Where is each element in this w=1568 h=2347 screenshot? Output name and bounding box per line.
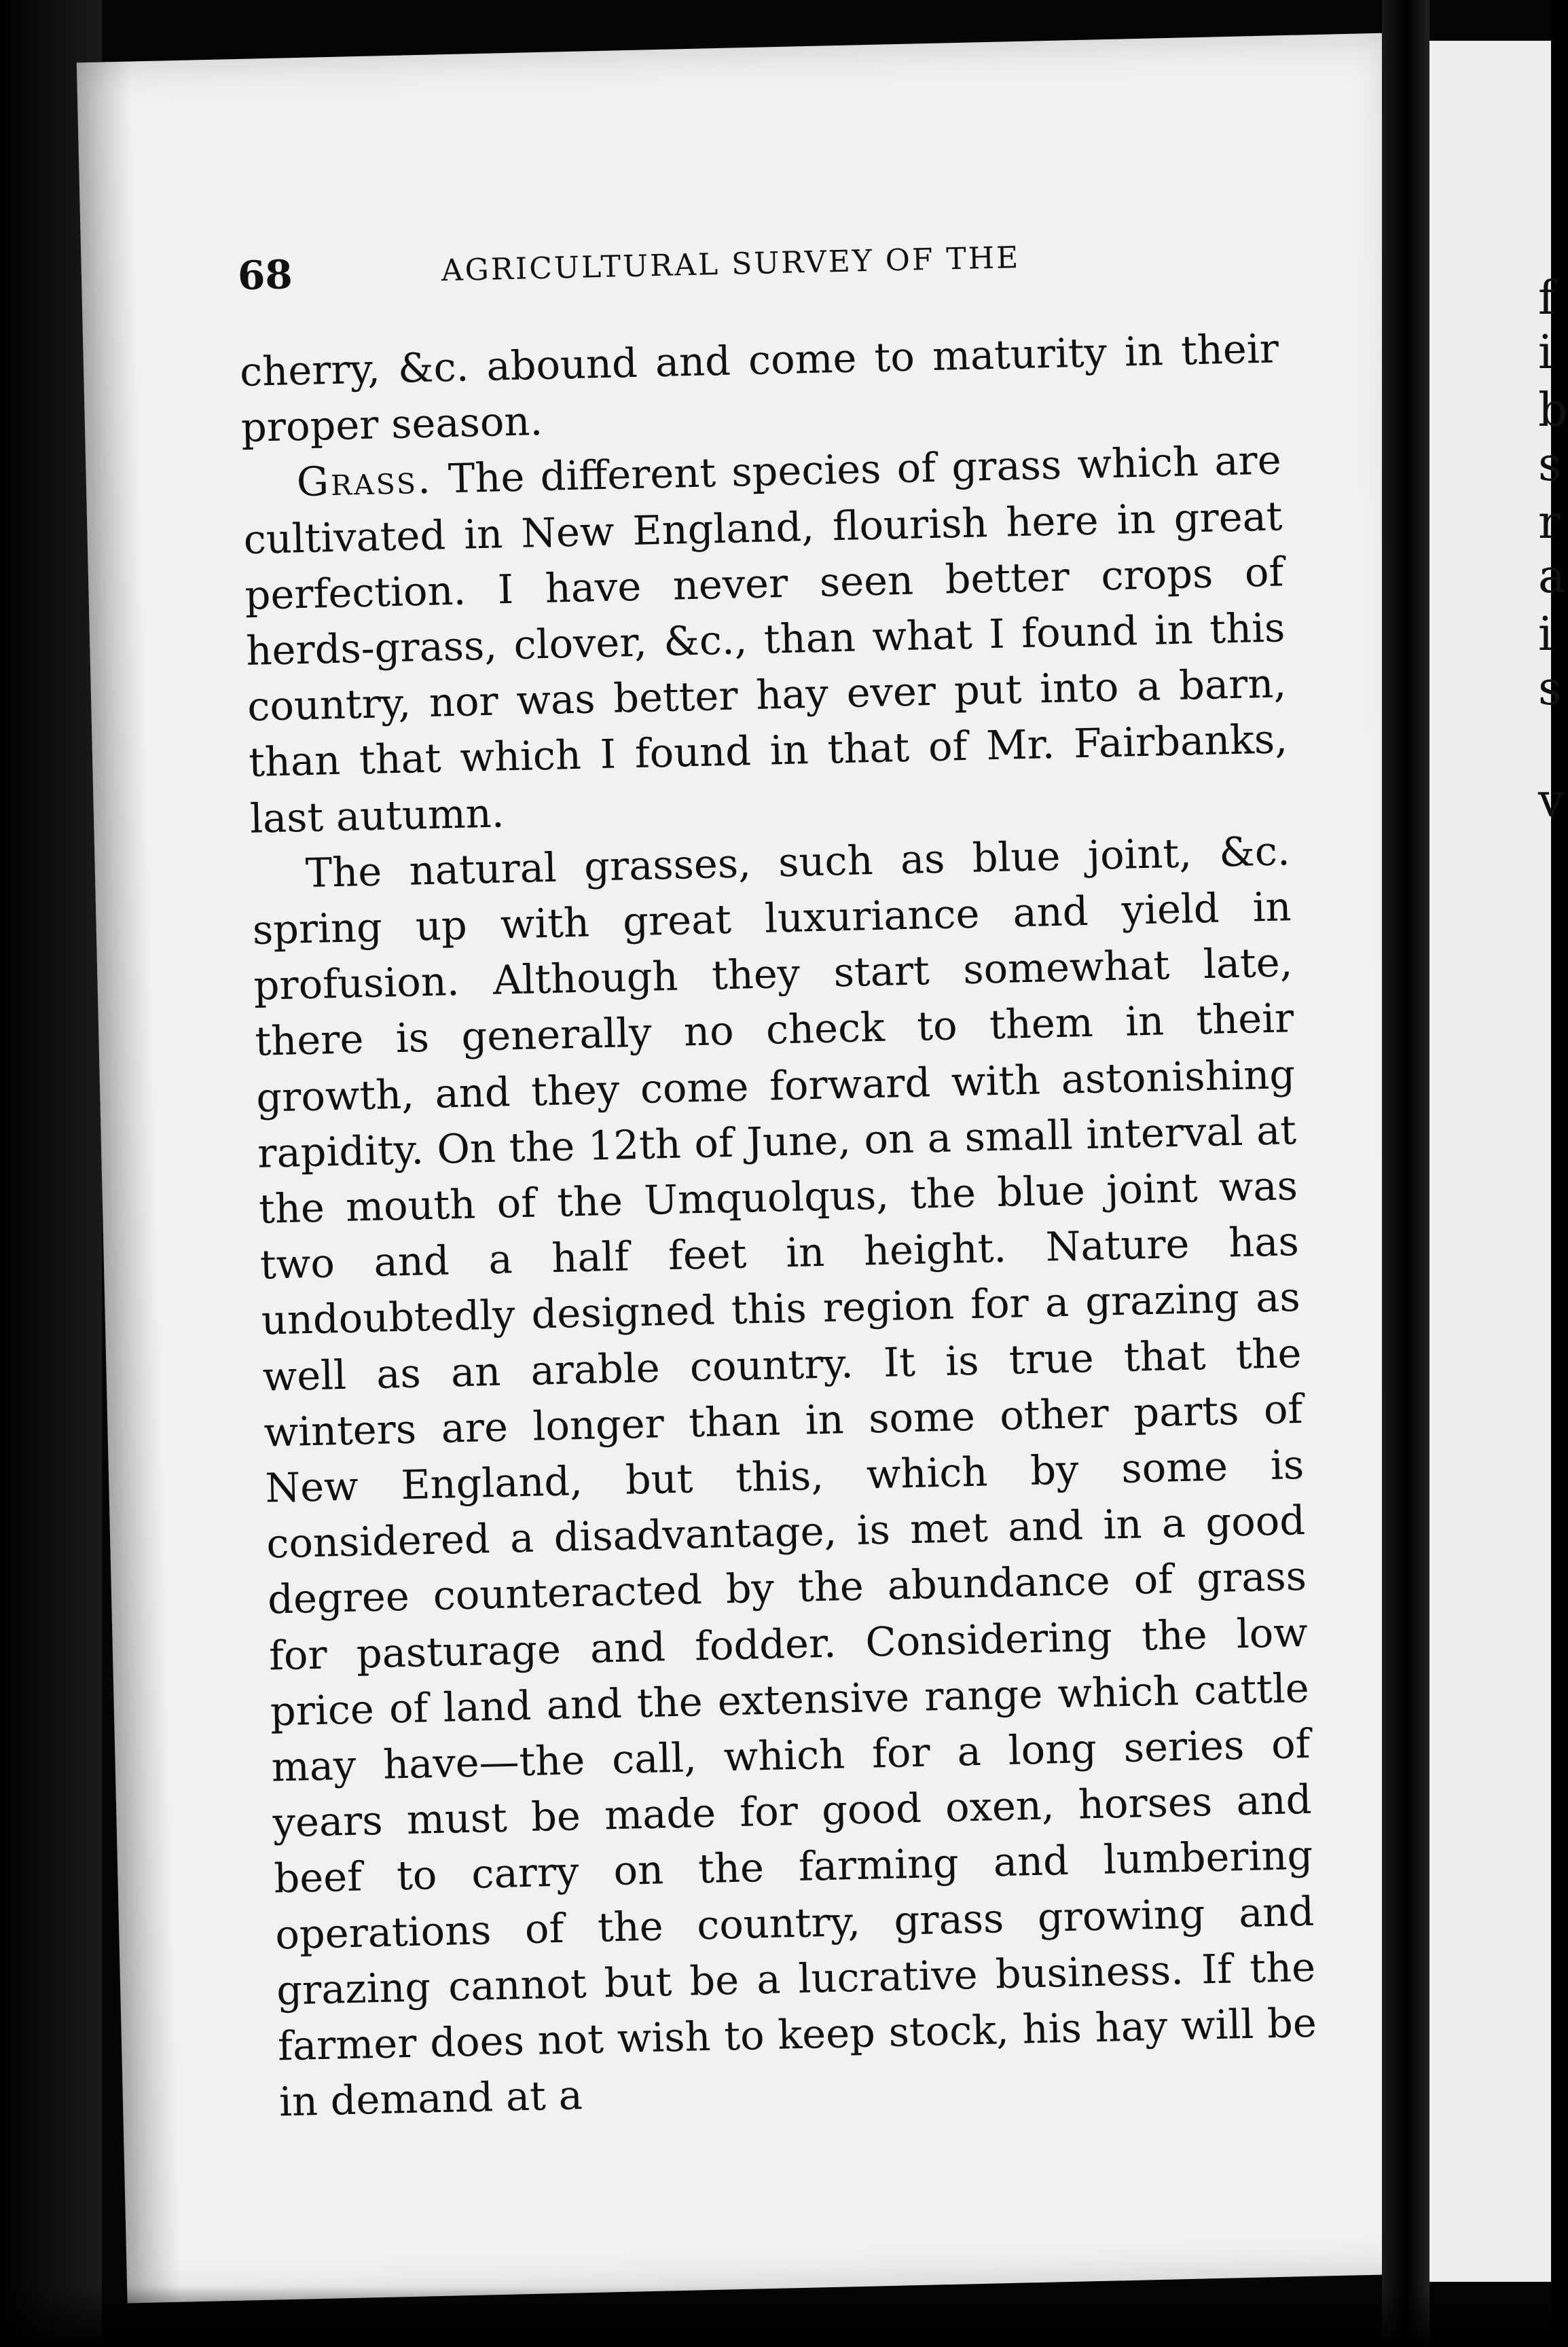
paragraph-text: cherry, &c. abound and come to maturity in their proper season. [239,325,1279,452]
margin-letter: i [1538,326,1553,380]
running-title: AGRICULTURAL SURVEY OF THE [441,240,1021,289]
paragraph-grass [242,433,1290,847]
margin-letter: b [1538,384,1568,437]
margin-letter: r [1538,496,1561,549]
margin-letter: f [1538,272,1556,325]
book-gutter [1382,0,1429,2347]
paragraph-natural-grasses [251,823,1319,2130]
page-number: 68 [237,251,293,299]
paragraph-text: The different species of grass which are cultivated in New England, flourish here in great perfection. I have never seen better crops of herds-grass, clover, &c., than what I found in this country, nor was better hay ever put into a barn, than that which I found in that of Mr. Fairbanks, last autumn. [243,436,1288,842]
book-page [77,33,1441,2303]
margin-letter: a [1538,550,1566,604]
section-heading-grass: Grass. [296,456,433,506]
paragraph-text: The natural grasses, such as blue joint, &c. spring up with great luxuriance and yield in profusion. Although they start somewhat late, there is generally no check to them in their growth, and they come forward with astonishing rapidity. On the 12th of June, on a small interval at the mouth of the Umquolqus, the blue joint was two and a half feet in height. Nature has undoubtedly designed this region for a grazing as well as an arable country. It is true that the winters are longer than in some other parts of New England, but this, which by some is considered a disadvantage, is met and in a good degree counteracted by the abundance of grass for pasturage and fodder. Considering the low price of land and the extensive range which cattle may have—the call, which for a long series of years must be made for good oxen, horses and beef to carry on the farming and lumbering operations of the country, grass growing and grazing cannot but be a lucrative business. If the farmer does not wish to keep stock, his hay will be in demand at a [252,826,1317,2126]
page-header [237,229,1277,314]
margin-letter: i [1538,608,1553,661]
margin-letter: v [1538,774,1565,828]
body-text [239,321,1318,2130]
margin-letter: s [1538,438,1562,492]
adjacent-page-fragment [1429,41,1568,2282]
margin-letter: s [1538,662,1562,716]
bottom-shadow [0,2286,1551,2347]
